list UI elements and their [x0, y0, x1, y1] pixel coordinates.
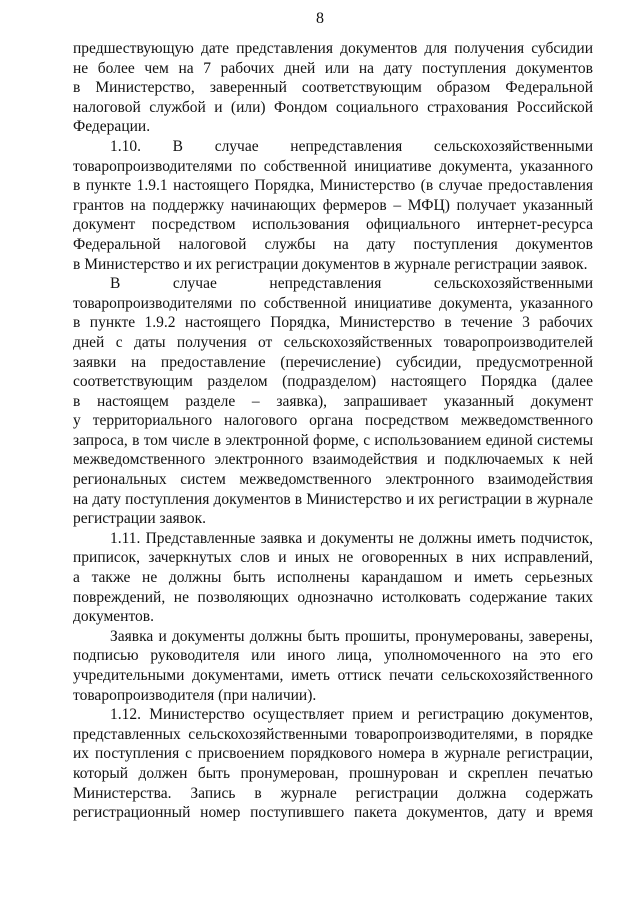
text-line: предшествующую дате представления документов для получения субсидии [73, 40, 593, 57]
text-line: в Министерство, заверенный соответствующим образом Федеральной [73, 79, 593, 97]
text-line: не более чем на 7 рабочих дней или на дату поступления документов [73, 59, 593, 77]
text-line: документ посредством использования официального интернет-ресурса [73, 216, 593, 234]
text-line: товаропроизводителями по собственной инициативе документа, указанного [73, 157, 593, 175]
page-number: 8 [316, 10, 324, 27]
text-line: Федерации. [73, 118, 151, 136]
body-text [73, 39, 593, 823]
text-line: запроса, в том числе в электронной форме, с использованием единой системы [73, 431, 593, 449]
text-line: заявки на предоставление (перечисление) субсидии, предусмотренной [73, 353, 593, 371]
text-line: межведомственного электронного взаимодействия и подключаемых к ней [73, 451, 593, 469]
text-line: товаропроизводителя (при наличии). [73, 686, 317, 704]
text-line: а также не должны быть исполнены карандашом и иметь серьезных [73, 569, 593, 587]
text-line: в пункте 1.9.1 настоящего Порядка, Министерство (в случае предоставления [73, 177, 593, 195]
text-line: документов. [73, 608, 154, 626]
text-line: у территориального налогового органа посредством межведомственного [73, 412, 593, 430]
text-line: В случае непредставления сельскохозяйственными [110, 275, 593, 293]
text-line: дней с даты получения от сельскохозяйственных товаропроизводителей [73, 333, 593, 351]
text-line: Министерства. Запись в журнале регистрации должна содержать [73, 784, 593, 802]
text-line: 1.11. Представленные заявка и документы не должны иметь подчисток, [110, 529, 593, 547]
text-line: в пункте 1.9.2 настоящего Порядка, Министерство в течение 3 рабочих [73, 314, 593, 332]
text-line: который должен быть пронумерован, прошнурован и скреплен печатью [73, 764, 593, 782]
text-line: налоговой службой и (или) Фондом социального страхования Российской [73, 98, 593, 116]
text-line: 1.12. Министерство осуществляет прием и регистрацию документов, [110, 706, 593, 724]
text-line: Федеральной налоговой службы на дату поступления документов [73, 235, 593, 253]
text-line: их поступления с присвоением порядкового номера в журнале регистрации, [73, 745, 593, 763]
text-line: в Министерство и их регистрации документов в журнале регистрации заявок. [73, 255, 588, 273]
text-line: повреждений, не позволяющих однозначно истолковать содержание таких [73, 588, 593, 606]
text-line: региональных систем межведомственного электронного взаимодействия [73, 471, 593, 489]
text-line: Заявка и документы должны быть прошиты, пронумерованы, заверены, [110, 627, 593, 645]
text-line: регистрационный номер поступившего пакета документов, дату и время [73, 804, 593, 822]
text-line: учредительными документами, иметь оттиск печати сельскохозяйственного [73, 667, 593, 684]
text-line: соответствующим разделом (подразделом) настоящего Порядка (далее [73, 373, 593, 391]
text-line: подписью руководителя или иного лица, уполномоченного на это его [73, 647, 593, 665]
text-line: грантов на поддержку начинающих фермеров – МФЦ) получает указанный [73, 196, 593, 214]
text-line: на дату поступления документов в Министерство и их регистрации в журнале [73, 490, 593, 508]
text-line: товаропроизводителями по собственной инициативе документа, указанного [73, 294, 593, 312]
text-line: в настоящем разделе – заявка), запрашивает указанный документ [73, 392, 593, 410]
text-line: 1.10. В случае непредставления сельскохозяйственными [110, 137, 593, 155]
text-line: регистрации заявок. [73, 510, 207, 528]
text-line: представленных сельскохозяйственными товаропроизводителями, в порядке [73, 725, 593, 743]
text-line: приписок, зачеркнутых слов и иных не оговоренных в них исправлений, [73, 549, 593, 567]
